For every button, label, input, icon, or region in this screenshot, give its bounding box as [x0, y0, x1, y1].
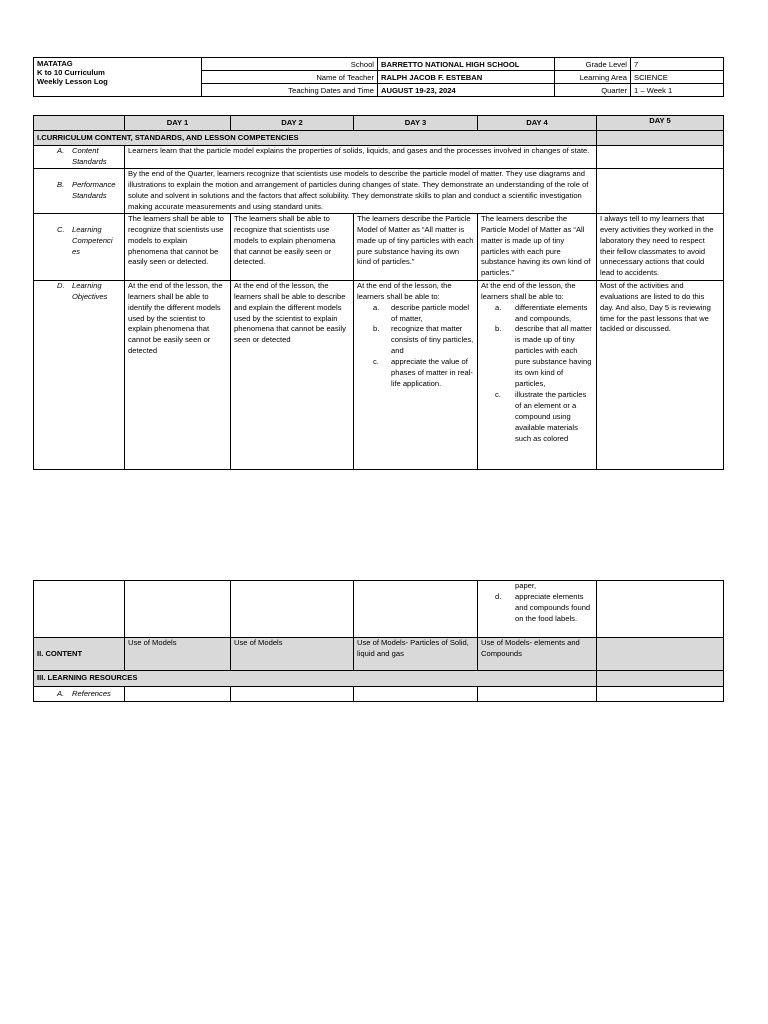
row-label-references — [34, 687, 125, 702]
list-item — [495, 592, 593, 625]
header-table — [33, 57, 724, 97]
list-marker: b. — [373, 324, 380, 334]
lesson-log-table — [33, 115, 724, 470]
doc-title-line: K to 10 Curriculum — [37, 68, 105, 77]
empty-cell — [597, 146, 724, 169]
objective-day3 — [354, 280, 478, 469]
list-item — [373, 303, 474, 325]
row-label-content-standards — [34, 146, 125, 169]
doc-title-line: Weekly Lesson Log — [37, 77, 108, 86]
empty-cell — [231, 687, 354, 702]
content-day3: Use of Models- Particles of Solid, liquid and gas — [354, 638, 478, 671]
row-label: Content Standards — [72, 146, 107, 166]
section-title-resources: III. LEARNING RESOURCES — [34, 671, 597, 687]
area-value: SCIENCE — [631, 71, 724, 84]
list-marker: a. — [373, 302, 380, 312]
section-title-blank — [597, 131, 724, 146]
doc-title-block — [34, 58, 202, 97]
empty-cell — [34, 581, 125, 638]
dates-value: AUGUST 19-23, 2024 — [378, 84, 555, 97]
objective-day5: Most of the activities and evaluations are listed to do this day. And also, Day 5 is reviewing time for the past lessons that we tackled or discussed. — [597, 280, 724, 469]
row-label-competencies — [34, 213, 125, 280]
empty-cell — [125, 581, 231, 638]
empty-cell — [597, 687, 724, 702]
list-text: recognize that matter consists of tiny particles, and — [391, 324, 474, 356]
objective-day4 — [478, 280, 597, 469]
objective-list — [481, 592, 593, 625]
objective-intro: At the end of the lesson, the learners shall be able to: — [481, 280, 576, 301]
row-letter: B. — [57, 179, 65, 189]
section-title-content: II. CONTENT — [34, 638, 125, 671]
objective-list — [357, 303, 474, 390]
empty-cell — [354, 687, 478, 702]
competency-day4: The learners describe the Particle Model of Matter as “All matter is made up of tiny particles with each pure substance having its own kind of particles.” — [478, 213, 597, 280]
empty-cell — [231, 581, 354, 638]
section-title-blank — [597, 671, 724, 687]
content-day4: Use of Models- elements and Compounds — [478, 638, 597, 671]
corner-cell — [34, 116, 125, 131]
quarter-label: Quarter — [555, 84, 631, 97]
list-item — [373, 324, 474, 357]
empty-cell — [597, 581, 724, 638]
list-marker: c. — [373, 357, 379, 367]
list-item — [495, 390, 593, 445]
objective-day2: At the end of the lesson, the learners shall be able to describe and explain the different models used by the scientist to explain phenomena that cannot be easily seen or detected — [231, 280, 354, 469]
row-letter: D. — [57, 280, 65, 290]
day-header: DAY 2 — [231, 116, 354, 131]
empty-cell — [125, 687, 231, 702]
day-header: DAY 1 — [125, 116, 231, 131]
teacher-value: RALPH JACOB F. ESTEBAN — [378, 71, 555, 84]
list-marker: c. — [495, 389, 501, 399]
row-letter: C. — [57, 224, 65, 234]
grade-label: Grade Level — [555, 58, 631, 71]
day-header: DAY 5 — [597, 116, 724, 131]
teacher-label: Name of Teacher — [202, 71, 378, 84]
day-header: DAY 4 — [478, 116, 597, 131]
objective-intro: At the end of the lesson, the learners shall be able to: — [357, 280, 452, 301]
list-text: differentiate elements and compounds, — [515, 302, 588, 323]
row-label-objectives — [34, 280, 125, 469]
day-header: DAY 3 — [354, 116, 478, 131]
list-marker: b. — [495, 324, 502, 334]
competency-day1: The learners shall be able to recognize that scientists use models to explain phenomena that cannot be easily seen or detected. — [125, 213, 231, 280]
list-text: describe that all matter is made up of tiny particles with each pure substance having its own kind of particles, — [515, 324, 592, 388]
empty-cell — [478, 687, 597, 702]
performance-standards-text: By the end of the Quarter, learners recognize that scientists use models to describe the particle model of matter. They use diagrams and illustrations to explain the motion and arrangement of particles during changes of state. They demonstrate an understanding of the role of solute and solvent in solutions and the factors that affect solubility. They demonstrate skills to plan and conduct a scientific investigation making accurate measurements and using standard units. — [125, 168, 597, 213]
list-item — [495, 303, 593, 325]
objective-list — [481, 303, 593, 445]
school-value: BARRETTO NATIONAL HIGH SCHOOL — [378, 58, 555, 71]
doc-title-line: MATATAG — [37, 59, 73, 68]
lesson-log-table-continued — [33, 580, 724, 702]
row-label: Learning Objectives — [72, 280, 108, 301]
section-title: I.CURRICULUM CONTENT, STANDARDS, AND LESSON COMPETENCIES — [34, 131, 597, 146]
row-label: References — [72, 688, 111, 698]
list-text: describe particle model of matter, — [391, 302, 470, 323]
quarter-value: 1 – Week 1 — [631, 84, 724, 97]
objective-day1: At the end of the lesson, the learners shall be able to identify the different models used by the scientist to explain phenomena that cannot be easily seen or detected — [125, 280, 231, 469]
list-text: appreciate elements and compounds found on the food labels. — [515, 591, 591, 623]
content-day5 — [597, 638, 724, 671]
empty-cell — [354, 581, 478, 638]
row-letter: A. — [57, 146, 65, 155]
list-text: paper, — [515, 581, 537, 590]
empty-cell — [597, 168, 724, 213]
list-item — [495, 324, 593, 389]
school-label: School — [202, 58, 378, 71]
row-label: Learning Competenci es — [72, 224, 113, 256]
competency-day2: The learners shall be able to recognize that scientists use models to explain phenomena that cannot be easily seen or detected. — [231, 213, 354, 280]
list-marker: d. — [495, 591, 502, 601]
grade-value: 7 — [631, 58, 724, 71]
content-day2: Use of Models — [231, 638, 354, 671]
list-text: illustrate the particles of an element or a compound using available materials such as colored — [515, 389, 587, 443]
competency-day5: I always tell to my learners that every activities they worked in the laboratory they need to respect their fellow classmates to avoid unnecessary actions that could lead to accidents. — [597, 213, 724, 280]
competency-day3: The learners describe the Particle Model of Matter as “All matter is made up of tiny particles with each pure substance having its own kind of particles.” — [354, 213, 478, 280]
content-standards-text: Learners learn that the particle model explains the properties of solids, liquids, and gases and the processes involved in changes of state. — [125, 146, 597, 169]
row-label: Performance Standards — [72, 179, 116, 200]
objective-day4-continued — [478, 581, 597, 638]
content-day1: Use of Models — [125, 638, 231, 671]
area-label: Learning Area — [555, 71, 631, 84]
dates-label: Teaching Dates and Time — [202, 84, 378, 97]
row-label-performance-standards — [34, 168, 125, 213]
list-marker: a. — [495, 302, 502, 312]
row-letter: A. — [57, 688, 65, 698]
list-text: appreciate the value of phases of matter in real-life application. — [391, 357, 473, 388]
list-item — [373, 357, 474, 390]
